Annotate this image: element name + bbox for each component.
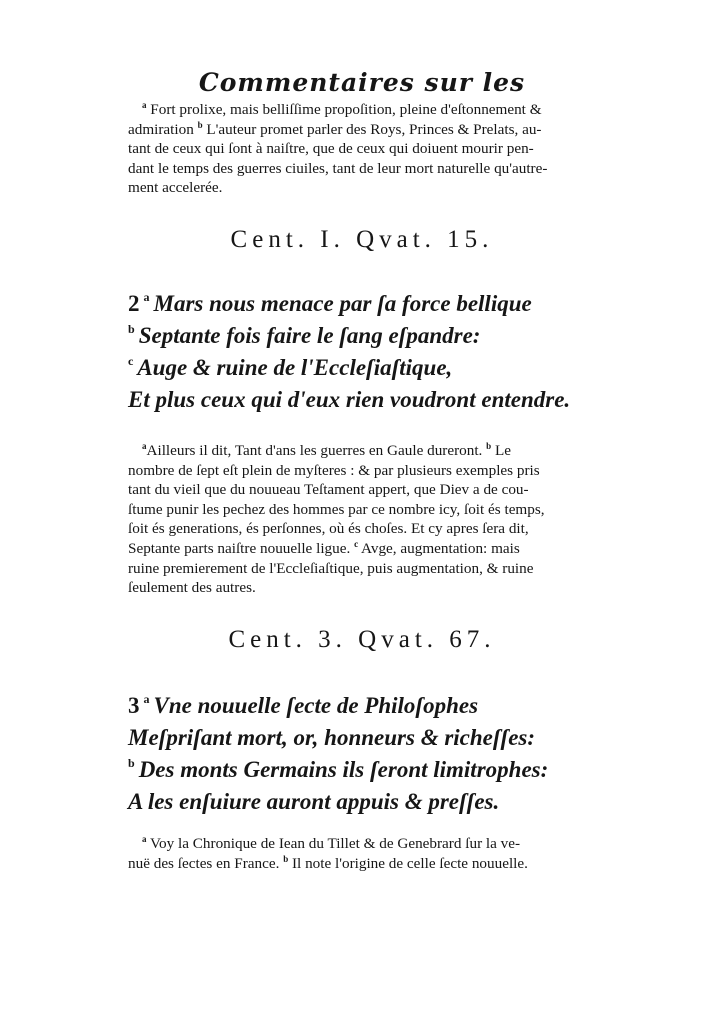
- note-line: ruine premierement de l'Eccleſiaſtique, puis augmentation, & ruine: [128, 559, 534, 577]
- verse-line: 3 $^a$ Vne nouuelle ſecte de Philoſophes: [128, 692, 479, 718]
- note-line: ſtume punir les pechez des hommes par ce nombre icy, ſoit és temps,: [128, 500, 545, 518]
- note-line: $^a$ Voy la Chronique de Iean du Tillet & de Genebrard ſur la ve-: [142, 834, 521, 852]
- note-line: nuë des ſectes en France. $^b$ Il note l'origine de celle ſecte nouuelle.: [128, 853, 528, 872]
- verse-marker: b: [128, 756, 135, 770]
- commentary-notes: [128, 441, 545, 598]
- note-marker: b: [283, 853, 289, 864]
- note-line: ment accelerée.: [128, 179, 223, 197]
- verse-line: Et plus ceux qui d'eux rien voudront entendre.: [128, 387, 571, 412]
- verse-line: $^b$ Des monts Germains ils ſeront limitrophes:: [128, 756, 549, 782]
- note-marker: c: [354, 538, 359, 549]
- verse-marker: a: [143, 692, 150, 706]
- verse-marker: a: [143, 290, 150, 304]
- note-line: ſoit és generations, és perſonnes, où és choſes. Et cy apres ſera dit,: [128, 520, 529, 538]
- quatrain-number: 2: [128, 291, 140, 316]
- commentary-notes: [128, 834, 528, 873]
- section-heading: Cent. 3. Qvat. 67.: [228, 626, 496, 653]
- note-marker: a: [142, 441, 147, 451]
- running-head: Commentaires sur les: [198, 68, 526, 97]
- verse-line: 2 $^a$ Mars nous menace par ſa force bellique: [128, 290, 532, 316]
- section-heading: Cent. I. Qvat. 15.: [230, 226, 494, 253]
- quatrain: [128, 288, 570, 416]
- note-marker: b: [197, 119, 203, 130]
- note-line: $^a$Ailleurs il dit, Tant d'ans les guerres en Gaule dureront. $^b$ Le: [142, 441, 511, 459]
- quatrain: [128, 690, 548, 818]
- verse-line: $^c$ Auge & ruine de l'Eccleſiaſtique,: [128, 354, 453, 380]
- verse-marker: b: [128, 322, 135, 336]
- verse-line: A les enſuiure auront appuis & preſſes.: [128, 789, 500, 814]
- verse-line: Meſpriſant mort, or, honneurs & richeſſes:: [128, 725, 536, 750]
- verse-line: $^b$ Septante fois faire le ſang eſpandre:: [128, 322, 481, 348]
- note-line: ſeulement des autres.: [128, 579, 256, 597]
- note-marker: a: [142, 834, 147, 844]
- note-line: nombre de ſept eſt plein de myſteres : & par plusieurs exemples pris: [128, 461, 540, 479]
- verse-marker: c: [128, 354, 134, 368]
- note-line: dant le temps des guerres ciuiles, tant de leur mort naturelle qu'autre-: [128, 159, 548, 177]
- note-line: $^a$ Fort prolixe, mais belliſſime propoſition, pleine d'eſtonnement &: [142, 100, 542, 118]
- intro-notes: [128, 100, 547, 198]
- quatrain-number: 3: [128, 693, 140, 718]
- note-line: tant du vieil que du nouueau Teſtament appert, que Diev a de cou-: [128, 481, 529, 499]
- note-line: admiration $^b$ L'auteur promet parler des Roys, Princes & Prelats, au-: [128, 119, 542, 138]
- note-marker: a: [142, 100, 147, 110]
- note-line: Septante parts naiſtre nouuelle ligue. $^c$ Avge, augmentation: mais: [128, 538, 520, 557]
- note-marker: b: [486, 441, 492, 451]
- note-line: tant de ceux qui ſont à naiſtre, que de ceux qui doiuent mourir pen-: [128, 140, 534, 158]
